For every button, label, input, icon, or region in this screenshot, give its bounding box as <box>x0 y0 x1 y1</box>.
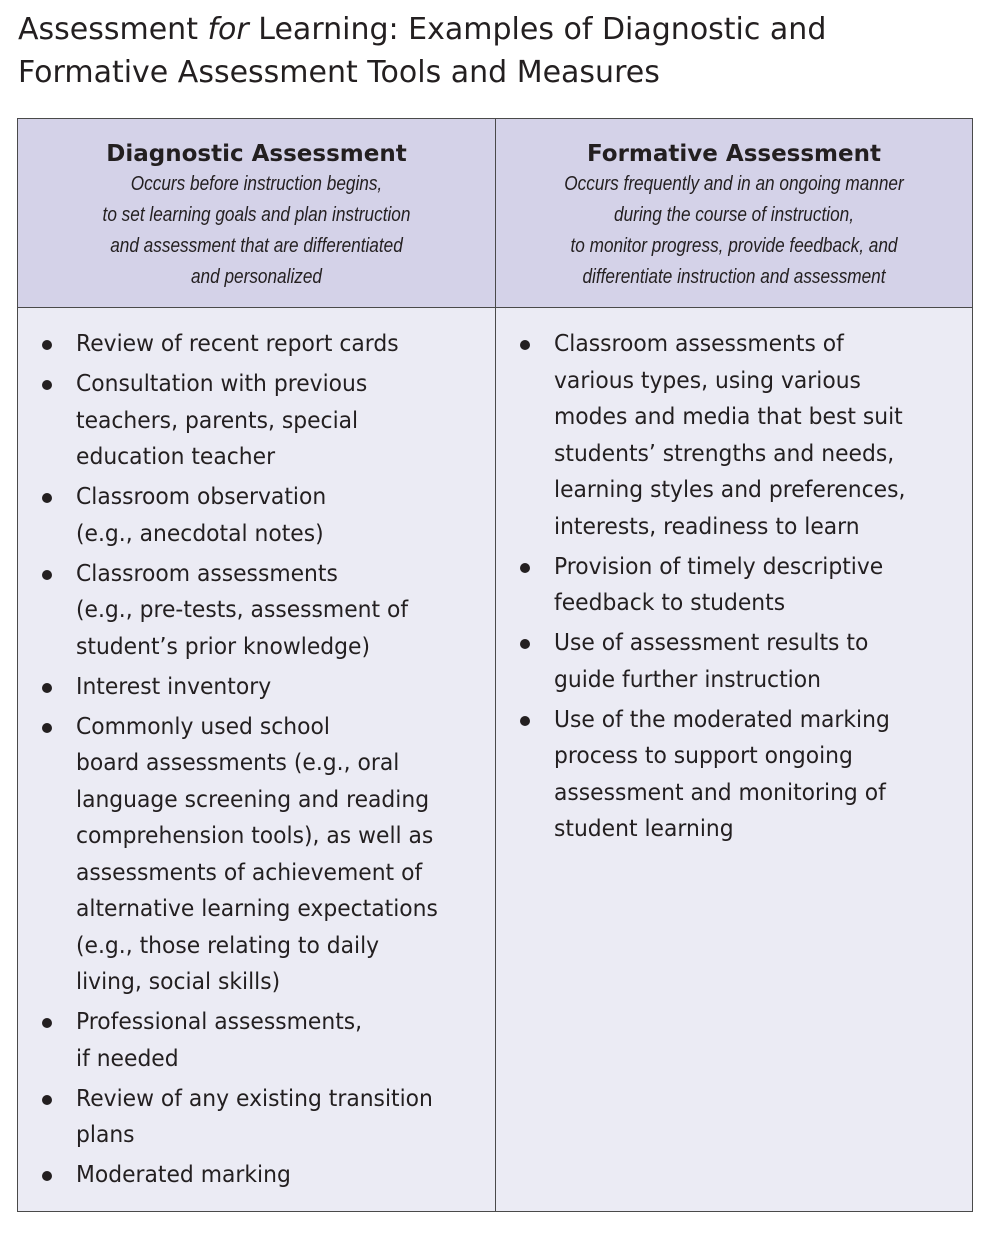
diagnostic-subtitle <box>51 169 461 293</box>
bullet-icon <box>42 380 52 390</box>
list-item-line: learning styles and preferences, <box>554 477 906 503</box>
bullet-icon <box>42 1095 52 1105</box>
bullet-icon <box>42 493 52 503</box>
list-item <box>18 556 495 666</box>
bullet-icon <box>520 340 530 350</box>
list-item <box>18 669 495 706</box>
subtitle-line: to set learning goals and plan instruction <box>102 204 411 226</box>
subtitle-line: to monitor progress, provide feedback, and <box>570 235 898 257</box>
list-item <box>18 1081 495 1154</box>
formative-list <box>496 308 972 848</box>
list-item-line: guide further instruction <box>554 666 821 693</box>
list-item-line: plans <box>76 1122 135 1148</box>
list-item-line: Moderated marking <box>76 1162 291 1188</box>
list-item-line: assessment and monitoring of <box>554 779 886 806</box>
list-item-line: student learning <box>554 816 734 842</box>
list-item-line: Use of the moderated marking <box>554 706 890 733</box>
diagnostic-header-cell <box>18 119 496 308</box>
list-item-line: teachers, parents, special <box>76 407 359 434</box>
list-item-line: assessments of achievement of <box>76 859 423 886</box>
list-item-line: process to support ongoing <box>554 743 853 769</box>
list-item-line: Classroom assessments <box>76 560 338 587</box>
subtitle-line: and assessment that are differentiated <box>110 235 403 257</box>
list-item-line: (e.g., those relating to daily <box>76 932 380 959</box>
list-item-line: Classroom assessments of <box>554 331 844 357</box>
subtitle-line: Occurs before instruction begins, <box>130 173 383 195</box>
list-item <box>18 366 495 476</box>
list-item-line: alternative learning expectations <box>76 896 438 922</box>
list-item <box>496 625 972 698</box>
bullet-icon <box>42 340 52 350</box>
subtitle-line: Occurs frequently and in an ongoing manner <box>564 173 904 195</box>
formative-subtitle <box>529 169 938 293</box>
page-title <box>18 8 978 94</box>
list-item-line: feedback to students <box>554 590 786 616</box>
list-item-line: if needed <box>76 1045 179 1072</box>
list-item-line: (e.g., pre-tests, assessment of <box>76 597 409 623</box>
formative-body-cell <box>496 308 972 1211</box>
list-item-line: education teacher <box>76 444 276 470</box>
list-item-line: student’s prior knowledge) <box>76 633 370 660</box>
title-line-2: Formative Assessment Tools and Measures <box>18 55 660 90</box>
bullet-icon <box>520 563 530 573</box>
list-item <box>18 479 495 552</box>
bullet-icon <box>42 1171 52 1181</box>
bullet-icon <box>520 639 530 649</box>
list-item <box>496 549 972 622</box>
list-item-line: Use of assessment results to <box>554 630 869 656</box>
bullet-icon <box>42 1018 52 1028</box>
list-item-line: Review of any existing transition <box>76 1085 433 1112</box>
formative-header-cell <box>496 119 972 308</box>
bullet-icon <box>520 716 530 726</box>
title-emphasis: for <box>207 12 249 47</box>
list-item-line: Classroom observation <box>76 484 327 510</box>
diagnostic-list <box>18 308 495 1194</box>
list-item-line: Review of recent report cards <box>76 331 399 357</box>
title-line-1: Assessment for Learning: Examples of Diagnostic and <box>18 12 827 47</box>
list-item-line: students’ strengths and needs, <box>554 440 895 467</box>
list-item-line: (e.g., anecdotal notes) <box>76 520 324 547</box>
assessment-table <box>17 118 973 1212</box>
subtitle-line: differentiate instruction and assessment <box>582 266 886 288</box>
list-item-line: Consultation with previous <box>76 371 368 397</box>
list-item-line: Interest inventory <box>76 673 272 700</box>
bullet-icon <box>42 723 52 733</box>
list-item <box>18 1157 495 1194</box>
subtitle-line: and personalized <box>190 266 323 288</box>
list-item <box>496 702 972 848</box>
list-item-line: Provision of timely descriptive <box>554 553 884 580</box>
list-item-line: living, social skills) <box>76 969 281 995</box>
list-item-line: Commonly used school <box>76 713 330 740</box>
formative-heading: Formative Assessment <box>587 141 881 167</box>
list-item-line: various types, using various <box>554 367 861 394</box>
list-item <box>18 1004 495 1077</box>
list-item-line: board assessments (e.g., oral <box>76 750 400 776</box>
list-item-line: Professional assessments, <box>76 1009 363 1035</box>
diagnostic-heading: Diagnostic Assessment <box>106 141 407 167</box>
list-item-line: interests, readiness to learn <box>554 513 860 540</box>
list-item-line: language screening and reading <box>76 786 430 813</box>
diagnostic-body-cell <box>18 308 496 1211</box>
list-item-line: comprehension tools), as well as <box>76 823 434 849</box>
list-item <box>496 326 972 545</box>
bullet-icon <box>42 570 52 580</box>
subtitle-line: during the course of instruction, <box>614 204 854 226</box>
bullet-icon <box>42 683 52 693</box>
list-item <box>18 709 495 1001</box>
list-item-line: modes and media that best suit <box>554 404 903 430</box>
list-item <box>18 326 495 363</box>
